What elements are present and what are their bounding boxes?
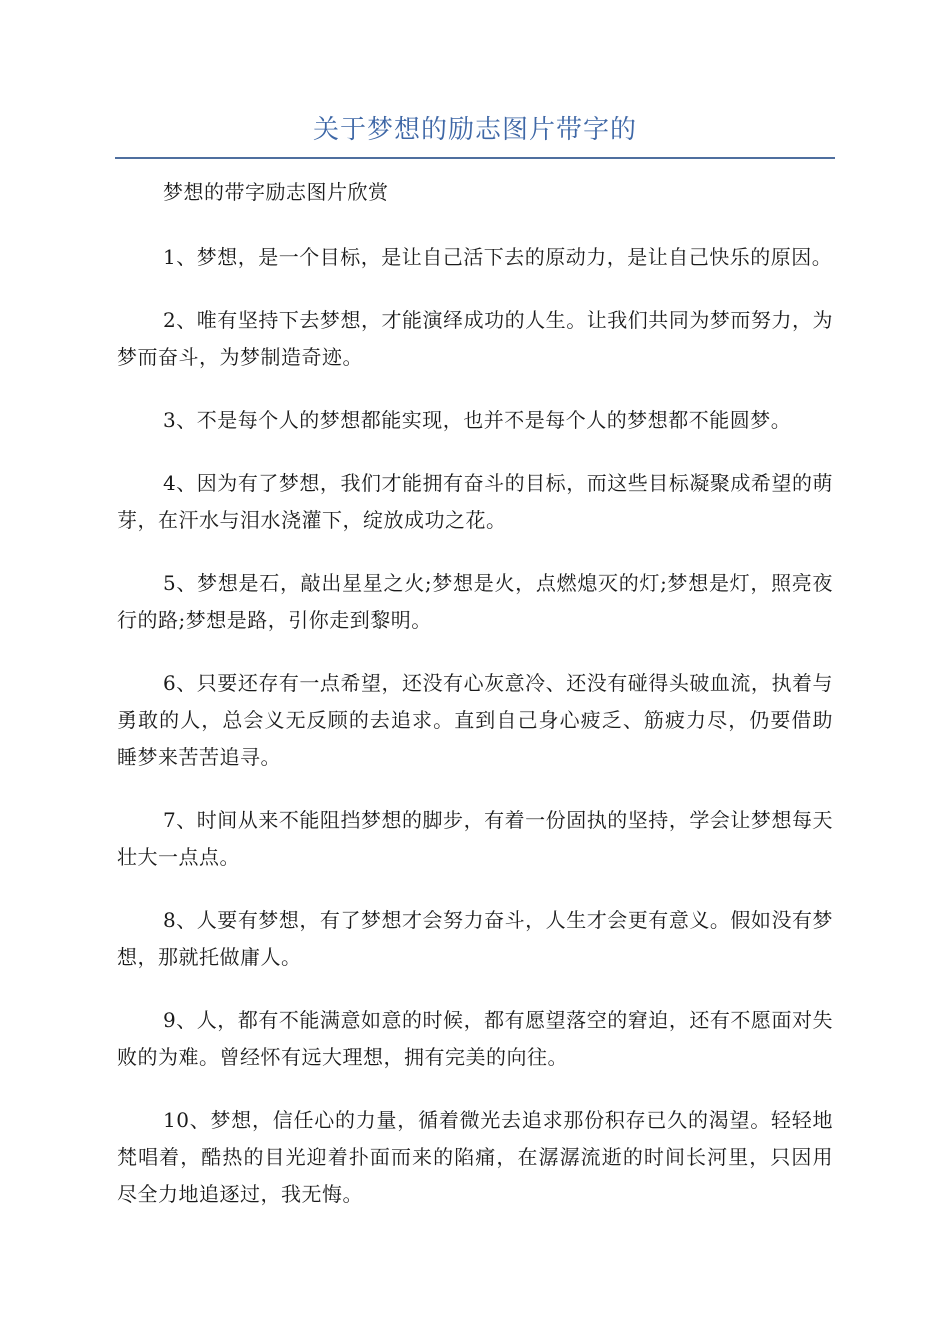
paragraph-7: 7、时间从来不能阻挡梦想的脚步，有着一份固执的坚持，学会让梦想每天壮大一点点。	[117, 808, 833, 869]
paragraph-5: 5、梦想是石，敲出星星之火;梦想是火，点燃熄灭的灯;梦想是灯，照亮夜行的路;梦想是路，引你走到黎明。	[117, 571, 833, 632]
paragraph-9: 9、人，都有不能满意如意的时候，都有愿望落空的窘迫，还有不愿面对失败的为难。曾经怀有远大理想，拥有完美的向往。	[117, 1008, 833, 1069]
paragraph-4: 4、因为有了梦想，我们才能拥有奋斗的目标，而这些目标凝聚成希望的萌芽，在汗水与泪水浇灌下，绽放成功之花。	[117, 471, 833, 532]
paragraph-3: 3、不是每个人的梦想都能实现，也并不是每个人的梦想都不能圆梦。	[163, 408, 792, 432]
document-subtitle: 梦想的带字励志图片欣赏	[163, 180, 389, 204]
paragraph-10: 10、梦想，信任心的力量，循着微光去追求那份积存已久的渴望。轻轻地梵唱着，酷热的目光迎着扑面而来的陷痛，在潺潺流逝的时间长河里，只因用尽全力地追逐过，我无悔。	[117, 1108, 833, 1206]
paragraph-1: 1、梦想，是一个目标，是让自己活下去的原动力，是让自己快乐的原因。	[163, 245, 833, 269]
paragraph-8: 8、人要有梦想，有了梦想才会努力奋斗，人生才会更有意义。假如没有梦想，那就托做庸人。	[117, 908, 833, 969]
paragraph-2: 2、唯有坚持下去梦想，才能演绎成功的人生。让我们共同为梦而努力，为梦而奋斗，为梦制造奇迹。	[117, 308, 833, 369]
document-body	[117, 173, 833, 1239]
paragraph-6: 6、只要还存有一点希望，还没有心灰意冷、还没有碰得头破血流，执着与勇敢的人，总会义无反顾的去追求。直到自己身心疲乏、筋疲力尽，仍要借助睡梦来苦苦追寻。	[117, 671, 833, 769]
document-title: 关于梦想的励志图片带字的	[312, 115, 637, 145]
title-block	[115, 110, 835, 159]
